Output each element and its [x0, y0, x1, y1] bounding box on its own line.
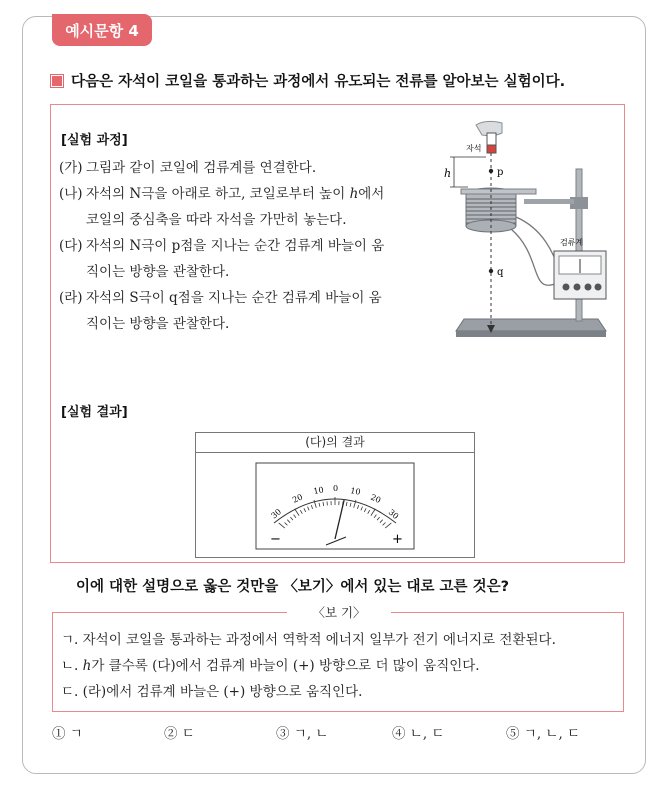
tick-label: 10	[312, 485, 325, 496]
bogi-item: ㄱ. 자석이 코일을 통과하는 과정에서 역학적 에너지 일부가 전기 에너지로 전환된다.	[61, 632, 556, 648]
answer-choice-4[interactable]: ④ ㄴ, ㄷ	[392, 726, 445, 742]
coil-holder-plate	[461, 189, 536, 194]
procedure-heading: [실험 과정]	[61, 133, 128, 148]
magnet-north	[487, 145, 496, 153]
galvanometer-label: 검류계	[560, 238, 584, 247]
answer-choice-1[interactable]: ① ㄱ	[52, 726, 83, 742]
tick-label: 20	[291, 492, 305, 505]
plus-sign: +	[392, 532, 403, 547]
stand-base	[456, 319, 606, 331]
point-p-label: p	[497, 167, 504, 178]
height-label: h	[444, 167, 452, 180]
bogi-title: 〈보 기〉	[287, 603, 391, 621]
step-text: 자석의 S극이 q점을 지나는 순간 검류계 바늘이 움직이는 방향을 관찰한다.	[86, 290, 382, 332]
step-text: 자석의 N극이 p점을 지나는 순간 검류계 바늘이 움직이는 방향을 관찰한다.	[86, 238, 385, 280]
experiment-box	[50, 104, 625, 563]
bullet-square-icon	[52, 76, 62, 86]
point-q-label: q	[497, 267, 504, 278]
item-tag: 예시문항 4	[52, 14, 152, 46]
question-text: 다음은 자석이 코일을 통과하는 과정에서 유도되는 전류를 알아보는 실험이다.	[71, 74, 566, 90]
step-da	[59, 233, 389, 285]
step-ga	[59, 155, 389, 181]
bogi-box	[52, 605, 624, 712]
point-q	[489, 269, 493, 273]
step-label: (가)	[59, 160, 83, 176]
tick-label: 20	[369, 492, 383, 505]
stand-base-edge	[456, 331, 606, 337]
step-label: (다)	[59, 238, 83, 254]
step-label: (라)	[59, 290, 83, 306]
answer-choice-5[interactable]: ⑤ ㄱ, ㄴ, ㄷ	[506, 726, 581, 742]
apparatus-figure	[406, 119, 618, 349]
ask-text: 이에 대한 설명으로 옳은 것만을 〈보기〉에서 있는 대로 고른 것은?	[76, 579, 510, 595]
step-na	[59, 181, 389, 233]
stand-arm	[524, 199, 574, 204]
terminal	[563, 284, 570, 291]
tick-label: 10	[349, 486, 362, 497]
bogi-item: ㄴ. h가 클수록 (다)에서 검류계 바늘이 (+) 방향으로 더 많이 움직인다.	[61, 658, 480, 674]
magnet-label: 자석	[466, 144, 482, 153]
answer-choice-3[interactable]: ③ ㄱ, ㄴ	[276, 726, 329, 742]
galvanometer-scale	[196, 453, 474, 557]
tick-label: 30	[386, 507, 401, 522]
step-text: 자석의 N극을 아래로 하고, 코일로부터 높이 h에서 코일의 중심축을 따라 자석을 가만히 놓는다.	[86, 186, 385, 228]
bogi-items	[61, 627, 556, 705]
answer-choice-2[interactable]: ② ㄷ	[164, 726, 195, 742]
step-text: 그림과 같이 코일에 검류계를 연결한다.	[86, 160, 317, 176]
tick-label: 30	[269, 507, 284, 521]
tick-label: 0	[333, 484, 339, 493]
results-heading: [실험 결과]	[61, 405, 128, 420]
result-panel-title: (다)의 결과	[196, 433, 474, 453]
point-p	[489, 169, 493, 173]
question-stem	[52, 70, 632, 91]
procedure-steps	[59, 155, 389, 337]
terminal	[585, 284, 592, 291]
bogi-item: ㄷ. (라)에서 검류계 바늘은 (+) 방향으로 움직인다.	[61, 684, 363, 700]
step-ra	[59, 285, 389, 337]
terminal	[574, 284, 581, 291]
minus-sign: −	[270, 532, 281, 547]
terminal	[595, 284, 602, 291]
step-label: (나)	[59, 186, 83, 202]
result-panel	[195, 432, 475, 558]
